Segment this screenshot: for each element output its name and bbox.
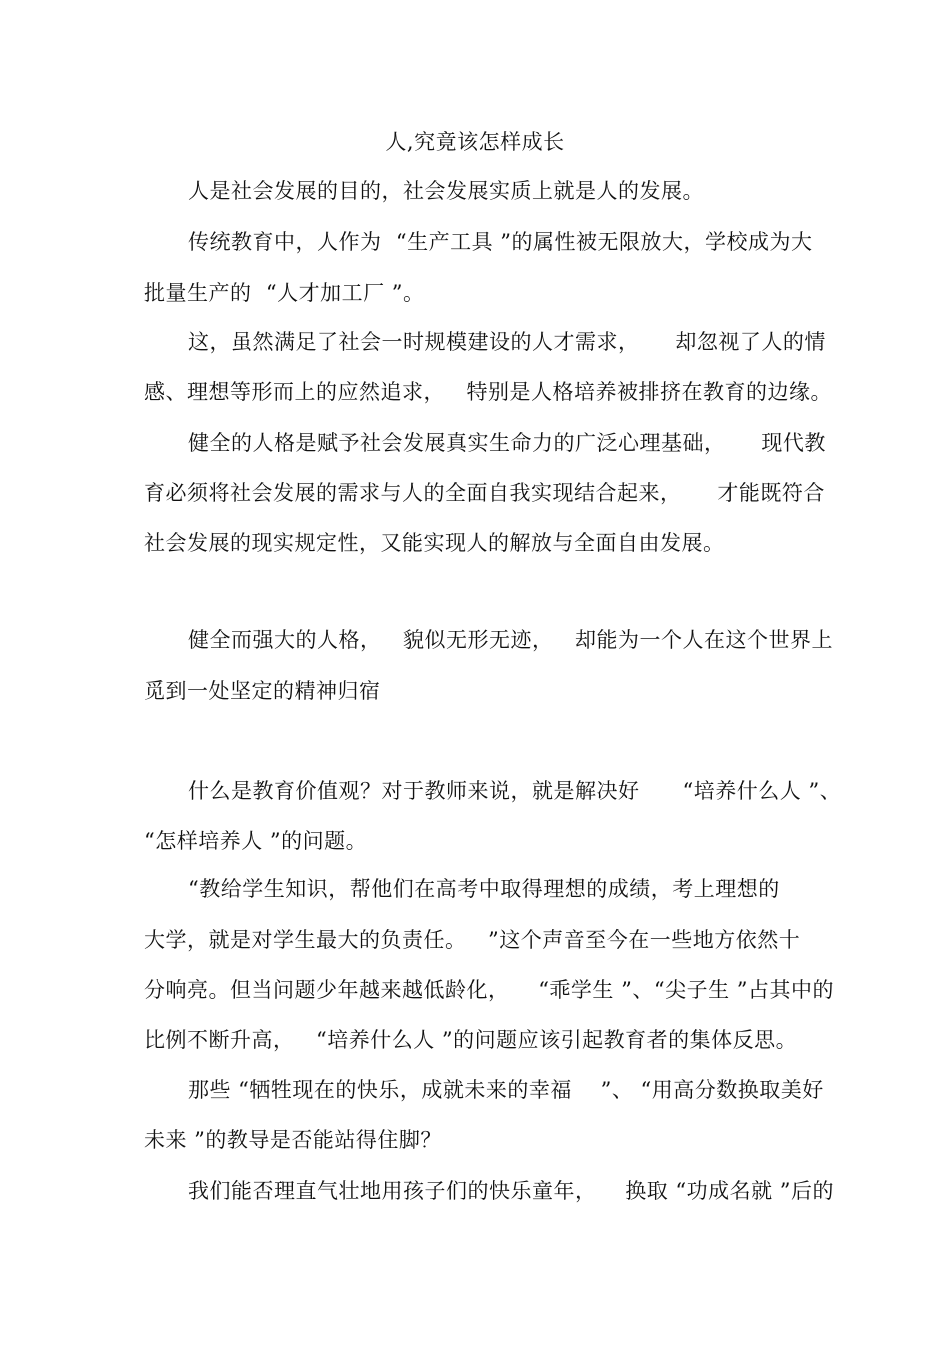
paragraph-line: 这，虽然满足了社会一时规模建设的人才需求， 却忽视了人的情 [188,330,826,354]
paragraph-line: 什么是教育价值观？对于教师来说，就是解决好 “培养什么人 ”、 [188,779,842,803]
paragraph-line: 比例不断升高， “培养什么人 ”的问题应该引起教育者的集体反思。 [144,1028,798,1052]
paragraph-line: 觅到一处坚定的精神归宿 [144,679,381,703]
paragraph-line: “怎样培养人 ”的问题。 [144,829,368,853]
paragraph-line: 健全的人格是赋予社会发展真实生命力的广泛心理基础， 现代教 [188,431,826,455]
paragraph-line: 批量生产的 “人才加工厂 ”。 [144,281,425,305]
paragraph-line: 大学，就是对学生最大的负责任。 ”这个声音至今在一些地方依然十 [144,928,801,952]
paragraph-line: 健全而强大的人格， 貌似无形无迹， 却能为一个人在这个世界上 [188,628,834,652]
paragraph-line: 未来 ”的教导是否能站得住脚？ [144,1128,442,1152]
paragraph-line: 感、理想等形而上的应然追求， 特别是人格培养被排挤在教育的边缘。 [144,380,833,404]
paragraph-line: 社会发展的现实规定性，又能实现人的解放与全面自由发展。 [144,531,725,555]
paragraph-line: 分响亮。但当问题少年越来越低龄化， “乖学生 ”、“尖子生 ”占其中的 [144,978,834,1002]
paragraph-line: 育必须将社会发展的需求与人的全面自我实现结合起来， 才能既符合 [144,481,825,505]
paragraph-line: 传统教育中，人作为 “生产工具 ”的属性被无限放大，学校成为大 [188,230,813,254]
paragraph-line: “教给学生知识，帮他们在高考中取得理想的成绩，考上理想的 [188,877,780,901]
paragraph-line: 人是社会发展的目的，社会发展实质上就是人的发展。 [188,179,704,203]
paragraph-line: 那些 “牺牲现在的快乐，成就未来的幸福 ”、 “用高分数换取美好 [188,1078,824,1102]
paragraph-line: 我们能否理直气壮地用孩子们的快乐童年， 换取 “功成名就 ”后的 [188,1179,835,1203]
document-title: 人,究竟该怎样成长 [385,130,565,154]
